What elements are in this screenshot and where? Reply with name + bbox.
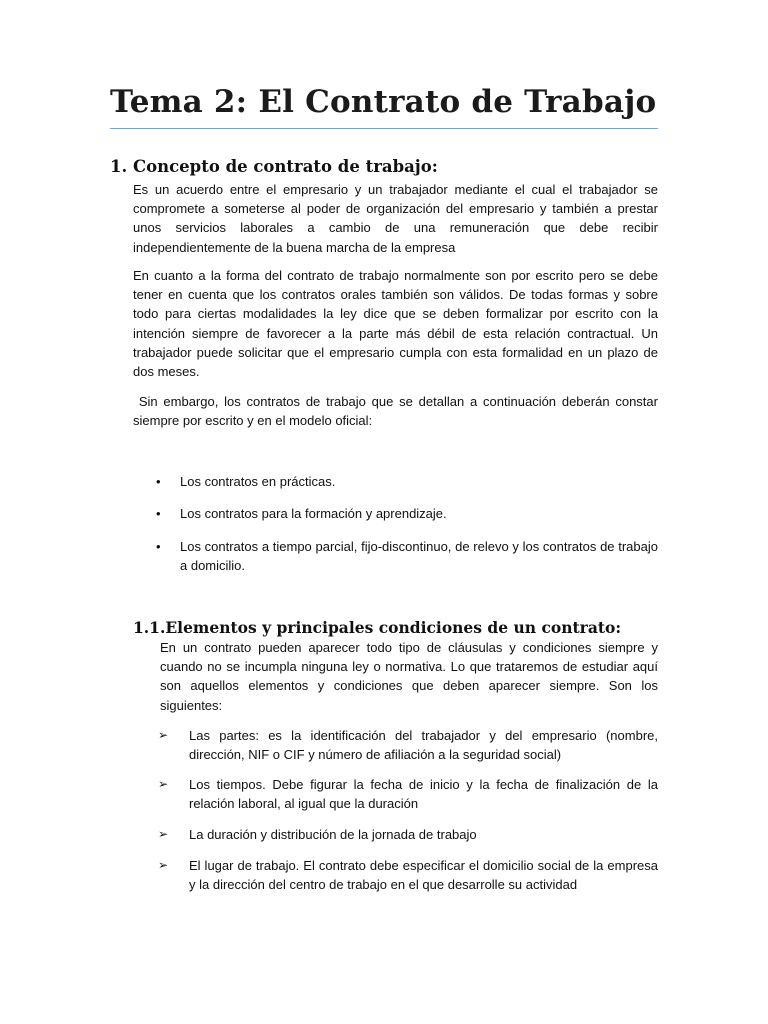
bullet-icon: • — [156, 539, 161, 554]
list-item — [158, 856, 658, 894]
section-1-paragraph-2: En cuanto a la forma del contrato de trabajo normalmente son por escrito pero se debe tener en cuenta que los contratos orales también son válidos. De todas formas y sobre todo para ciertas modalidades la ley dice que se deben formalizar por escrito con la intención siempre de favorecer a la parte más débil de esta relación contractual. Un trabajador puede solicitar que el empresario cumpla con esta formalidad en un plazo de dos meses. — [133, 268, 658, 380]
list-item — [156, 504, 658, 523]
section-1-paragraph-1: Es un acuerdo entre el empresario y un trabajador mediante el cual el trabajador se compromete a someterse al poder de organización del empresario y también a prestar unos servicios laborales a cambio de una remuneración que debe recibir independientemente de la buena marcha de la empresa — [133, 182, 658, 255]
title-underline — [110, 128, 658, 129]
list-item-text: Los contratos en prácticas. — [180, 474, 336, 489]
list-item — [158, 825, 658, 844]
section-1-1-paragraph: En un contrato pueden aparecer todo tipo de cláusulas y condiciones siempre y cuando no se incumpla ninguna ley o normativa. Lo que trataremos de estudiar aquí son aquellos elementos y condiciones que deben aparecer siempre. Son los siguientes: — [160, 640, 658, 713]
arrow-bullet-icon: ➢ — [158, 728, 169, 742]
list-item-text: Las partes: es la identificación del trabajador y del empresario (nombre, dirección, NIF o CIF y número de afiliación a la seguridad social) — [189, 728, 658, 763]
document-title: Tema 2: El Contrato de Trabajo — [110, 84, 657, 120]
list-item — [158, 726, 658, 764]
section-1-heading — [110, 157, 438, 176]
arrow-bullet-icon: ➢ — [158, 777, 169, 791]
list-item-text: Los contratos para la formación y aprendizaje. — [180, 506, 447, 521]
list-item-text: Los tiempos. Debe figurar la fecha de inicio y la fecha de finalización de la relación laboral, al igual que la duración — [189, 777, 658, 812]
section-1-1-heading: 1.1.Elementos y principales condiciones de un contrato: — [133, 618, 622, 637]
list-item-text: La duración y distribución de la jornada de trabajo — [189, 827, 477, 842]
section-1-paragraph-3: Sin embargo, los contratos de trabajo que se detallan a continuación deberán constar siempre por escrito y en el modelo oficial: — [133, 394, 662, 429]
bullet-icon: • — [156, 474, 161, 489]
bullet-icon: • — [156, 506, 161, 521]
list-item-text: Los contratos a tiempo parcial, fijo-discontinuo, de relevo y los contratos de trabajo a domicilio. — [180, 539, 658, 574]
section-1-heading-text: Concepto de contrato de trabajo: — [133, 157, 438, 176]
list-item-text: El lugar de trabajo. El contrato debe especificar el domicilio social de la empresa y la dirección del centro de trabajo en el que desarrolle su actividad — [189, 858, 658, 893]
section-1-number: 1. — [110, 157, 128, 176]
list-item — [156, 472, 658, 491]
arrow-bullet-icon: ➢ — [158, 858, 169, 872]
list-item — [158, 775, 658, 813]
arrow-bullet-icon: ➢ — [158, 827, 169, 841]
list-item — [156, 537, 658, 575]
